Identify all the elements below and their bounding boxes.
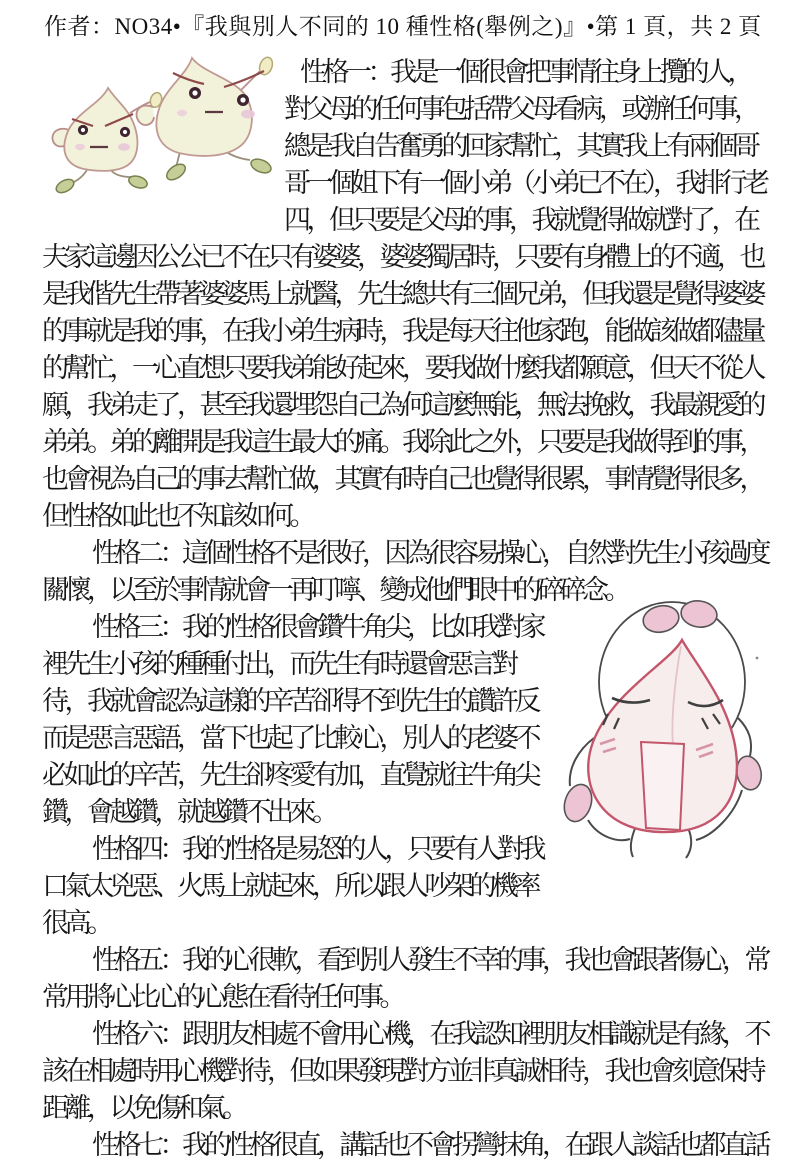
text-line: 對父母的任何事包括帶父母看病，或辦任何事， <box>284 94 757 124</box>
running-drops-illustration <box>40 55 300 235</box>
paragraph-start-line: 性格六：跟朋友相處不會用心機，在我認知裡朋友相識就是有緣，不 <box>92 1019 767 1049</box>
text-line: 但性格如此也不知該如何。 <box>42 501 312 531</box>
text-line: 距離，以免傷和氣。 <box>42 1093 245 1123</box>
text-line: 的幫忙，一心直想只要我弟能好起來，要我做什麼我都願意，但天不從人 <box>42 353 762 383</box>
page-header: 作者：NO34•『我與別人不同的 10 種性格(舉例之)』•第 1 頁，共 2 頁 <box>44 14 762 39</box>
cheek <box>177 110 187 116</box>
eye <box>191 89 200 98</box>
paragraph-start-line: 性格二：這個性格不是很好，因為很容易操心，自然對先生小孩過度 <box>92 538 767 568</box>
drop-character-small <box>52 88 163 195</box>
text-line: 該在相處時用心機對待，但如果發現對方並非真誠相待，我也會刻意保持 <box>42 1056 762 1086</box>
drop-character-big <box>136 55 274 182</box>
foot <box>54 177 76 196</box>
text-line: 的事就是我的事，在我小弟生病時，我是每天往他家跑，能做該做都儘量 <box>42 316 762 346</box>
paragraph-start-line: 性格四：我的性格是易怒的人，只要有人對我 <box>92 834 542 864</box>
dot <box>756 657 759 660</box>
text-line: 弟弟。弟的離開是我這生最大的痛。我除此之外，只要是我做得到的事， <box>42 427 762 457</box>
text-line: 是我偕先生帶著婆婆馬上就醫，先生總共有三個兄弟，但我還是覺得婆婆 <box>42 279 762 309</box>
text-line: 總是我自告奮勇的回家幫忙，其實我上有兩個哥 <box>284 131 757 161</box>
foot <box>249 157 273 176</box>
cheek <box>118 143 130 151</box>
text-line: 願，我弟走了，甚至我還埋怨自己為何這麼無能，無法挽救，我最親愛的 <box>42 390 762 420</box>
text-line: 必如此的辛苦，先生卻疼愛有加，直覺就往牛角尖 <box>42 760 537 790</box>
arm-right <box>738 718 751 756</box>
eye <box>239 96 248 105</box>
peach-character-illustration <box>560 590 800 890</box>
paragraph-start-line: 性格三：我的性格很會鑽牛角尖，比如我對家 <box>92 612 542 642</box>
text-line: 鑽，會越鑽，就越鑽不出來。 <box>42 797 335 827</box>
eye <box>121 128 128 135</box>
text-line: 口氣太兇惡、火馬上就起來，所以跟人吵架的機率 <box>42 871 537 901</box>
cheek <box>241 110 255 119</box>
text-line: 常用將心比心的心態在看待任何事。 <box>42 982 402 1012</box>
pink-hand <box>734 754 765 792</box>
paragraph-start-line: 性格五：我的心很軟，看到別人發生不幸的事，我也會跟著傷心，常 <box>92 945 767 975</box>
text-line: 而是惡言惡語，當下也起了比較心，別人的老婆不 <box>42 723 537 753</box>
text-line: 哥一個姐下有一個小弟（小弟已不在），我排行老 <box>284 168 766 198</box>
text-line: 夫家這邊因公公已不在只有婆婆，婆婆獨居時，只要有身體上的不適，也 <box>42 242 762 272</box>
leg <box>631 826 636 857</box>
eye <box>79 126 86 133</box>
text-line: 性格一：我是一個很會把事情往身上攬的人， <box>300 57 750 87</box>
brow <box>224 71 264 87</box>
text-line: 很高。 <box>42 908 110 938</box>
text-line: 待，我就會認為這樣的辛苦卻得不到先生的讚許反 <box>42 686 537 716</box>
leg <box>686 828 691 858</box>
text-line: 裡先生小孩的種種付出，而先生有時還會惡言對 <box>42 649 515 679</box>
text-line: 關懷，以至於事情就會一再叮嚀、變成他們眼中的碎碎念。 <box>42 575 627 605</box>
paragraph-start-line: 性格七：我的性格很直，講話也不會拐彎抹角，在跟人談話也都直話 <box>92 1130 767 1160</box>
drop-body <box>156 58 251 156</box>
foot <box>127 174 148 190</box>
text-line: 也會視為自己的事去幫忙做，其實有時自己也覺得很累，事情覺得很多， <box>42 464 762 494</box>
text-line: 四，但只要是父母的事，我就覺得做就對了，在 <box>284 205 757 235</box>
cheek <box>75 144 85 150</box>
center-panel <box>641 742 684 830</box>
